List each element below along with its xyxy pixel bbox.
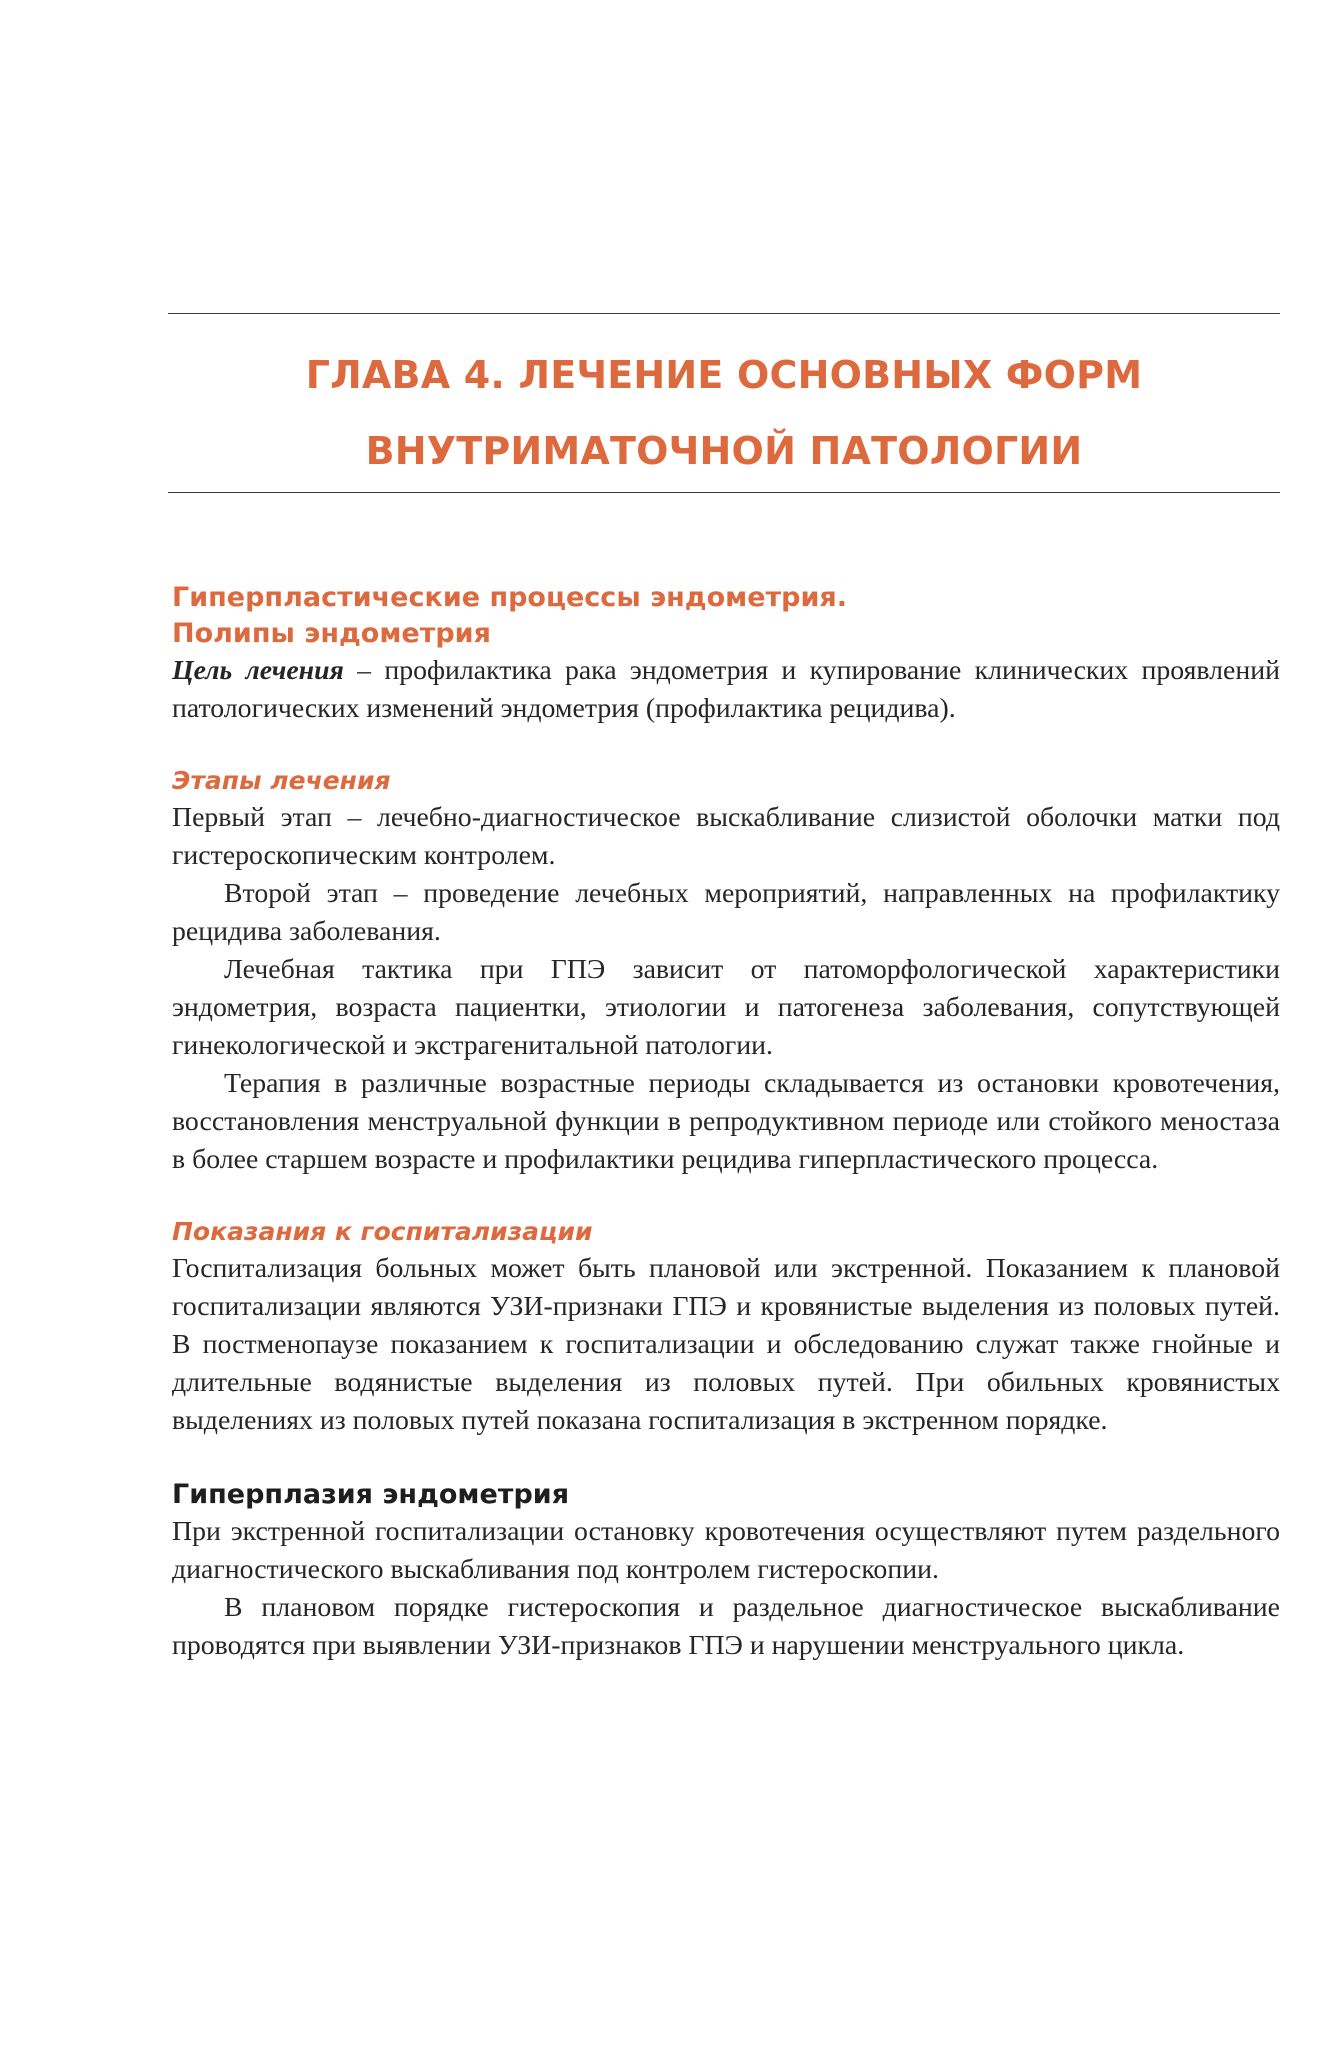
emergency-paragraph: При экстренной госпитализации остановку кровотечения осуществляют путем раздельного диагностического выскабливания под контролем гистероскопии. xyxy=(172,1516,1280,1585)
planned-paragraph: В плановом порядке гистероскопия и раздельное диагностическое выскабливание проводятся при выявлении УЗИ-признаков ГПЭ и нарушении менструального цикла. xyxy=(172,1592,1280,1661)
stage-two-paragraph: Второй этап – проведение лечебных мероприятий, направленных на профилактику рецидива заболевания. xyxy=(172,878,1280,947)
hyperplasia-heading: Гиперплазия эндометрия xyxy=(172,1479,570,1510)
treatment-goal-text: – профилактика рака эндометрия и купирование клинических проявлений патологических изменений эндометрия (профилактика рецидива). xyxy=(172,655,1280,724)
section-heading-hyperplastic xyxy=(172,580,1280,652)
hospitalization-paragraph: Госпитализация больных может быть плановой или экстренной. Показанием к плановой госпитализации являются УЗИ-признаки ГПЭ и кровянистые выделения из половых путей. В постменопаузе показанием к госпитализации и обследованию служат также гнойные и длительные водянистые выделения из половых путей. При обильных кровянистых выделениях из половых путей показана госпитализация в экстренном порядке. xyxy=(172,1253,1280,1436)
stage-one-paragraph: Первый этап – лечебно-диагностическое выскабливание слизистой оболочки матки под гистероскопическим контролем. xyxy=(172,802,1280,871)
page-body xyxy=(172,580,1280,1665)
treatment-goal-paragraph xyxy=(172,652,1280,728)
stages-heading: Этапы лечения xyxy=(172,766,391,795)
section-heading-line2: Полипы эндометрия xyxy=(172,618,491,649)
chapter-title-line1: ГЛАВА 4. ЛЕЧЕНИЕ ОСНОВНЫХ ФОРМ xyxy=(305,353,1143,397)
hospitalization-heading: Показания к госпитализации xyxy=(172,1217,593,1246)
therapy-paragraph: Терапия в различные возрастные периоды складывается из остановки кровотечения, восстановления менструальной функции в репродуктивном периоде или стойкого меностаза в более старшем возрасте и профилактики рецидива гиперпластического процесса. xyxy=(172,1068,1280,1175)
chapter-title xyxy=(168,337,1280,489)
tactics-paragraph: Лечебная тактика при ГПЭ зависит от патоморфологической характеристики эндометрия, возраста пациентки, этиологии и патогенеза заболевания, сопутствующей гинекологической и экстрагенитальной патологии. xyxy=(172,954,1280,1061)
treatment-goal-label: Цель лечения xyxy=(172,655,344,686)
section-heading-line1: Гиперпластические процессы эндометрия. xyxy=(172,582,848,613)
chapter-top-rule xyxy=(168,313,1280,314)
chapter-title-line2: ВНУТРИМАТОЧНОЙ ПАТОЛОГИИ xyxy=(365,429,1083,473)
chapter-bottom-rule xyxy=(168,492,1280,493)
